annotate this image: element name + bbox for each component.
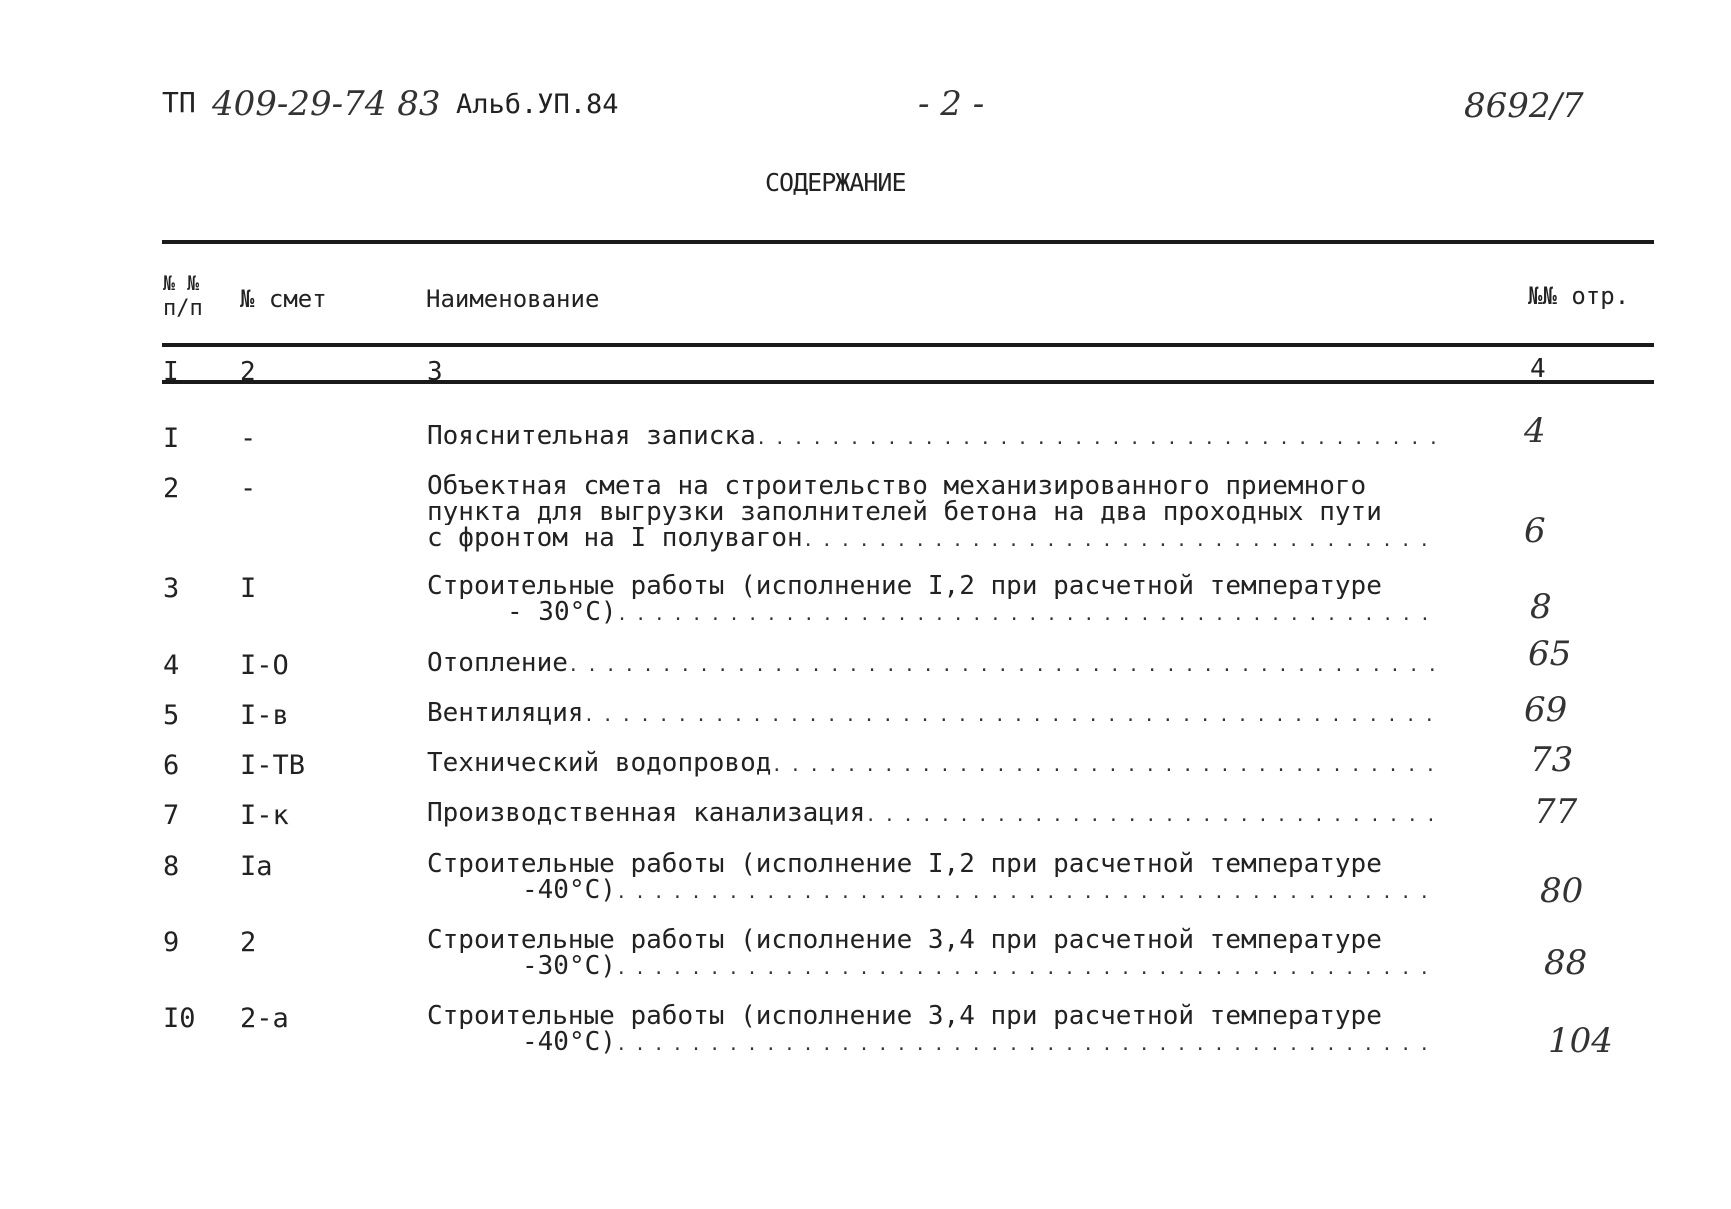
dot-leader	[584, 700, 1437, 729]
dot-leader	[617, 599, 1437, 628]
row-name-line: Объектная смета на строительство механизированного приемного	[427, 473, 1367, 499]
header-number-top: № №	[163, 271, 200, 295]
row-estimate: I-О	[240, 650, 289, 681]
row-estimate: Iа	[240, 851, 273, 882]
dot-leader	[616, 953, 1437, 982]
row-number: I	[163, 423, 180, 454]
page-title: СОДЕРЖАНИЕ	[765, 168, 906, 197]
row-name-line: Строительные работы (исполнение I,2 при расчетной температуре	[427, 573, 1382, 599]
row-number: 9	[163, 927, 180, 958]
row-estimate: I-к	[240, 800, 289, 831]
dot-leader	[616, 1029, 1437, 1058]
row-estimate: -	[240, 423, 257, 454]
row-name-line: Пояснительная записка	[427, 423, 756, 451]
header-page: №№ отр.	[1528, 282, 1630, 310]
row-page: 80	[1540, 871, 1584, 911]
row-page: 8	[1530, 587, 1552, 627]
row-name-line: - 30°С)	[507, 599, 617, 627]
row-page: 88	[1544, 943, 1588, 983]
row-name	[427, 800, 1437, 829]
row-name-line: Строительные работы (исполнение 3,4 при расчетной температуре	[427, 927, 1382, 953]
header-name: Наименование	[426, 285, 600, 313]
row-name-line: Отопление	[427, 650, 568, 678]
row-name	[427, 700, 1437, 729]
row-name-line: Вентиляция	[427, 700, 584, 728]
dot-leader	[865, 800, 1437, 829]
table-header-rule	[162, 343, 1654, 347]
page-number: - 2 -	[918, 84, 985, 124]
column-number: 2	[240, 357, 256, 387]
row-estimate: I-в	[240, 700, 289, 731]
row-name-line: -30°С)	[522, 953, 616, 981]
row-name-line: с фронтом на I полувагон	[427, 525, 803, 553]
row-name	[427, 650, 1437, 679]
row-name	[427, 573, 1437, 628]
row-estimate: -	[240, 473, 257, 504]
dot-leader	[756, 423, 1437, 452]
table-top-rule	[162, 240, 1654, 244]
row-number: 2	[163, 473, 180, 504]
dot-leader	[803, 525, 1437, 554]
row-page: 77	[1534, 792, 1578, 832]
row-name-line: Строительные работы (исполнение I,2 при расчетной температуре	[427, 851, 1382, 877]
table-column-numbers-rule	[162, 380, 1654, 384]
row-page: 4	[1524, 411, 1546, 451]
row-name	[427, 1003, 1437, 1058]
row-estimate: I	[240, 573, 257, 604]
row-number: 7	[163, 800, 180, 831]
row-name-line: пункта для выгрузки заполнителей бетона на два проходных пути	[427, 499, 1382, 525]
row-page: 104	[1548, 1021, 1613, 1061]
row-number: 3	[163, 573, 180, 604]
row-page: 73	[1530, 740, 1574, 780]
document-number: 409-29-74 83	[212, 84, 441, 124]
dot-leader	[771, 750, 1437, 779]
column-number: 3	[427, 357, 443, 387]
row-name-line: -40°С)	[522, 1029, 616, 1057]
row-number: I0	[163, 1003, 196, 1034]
row-page: 6	[1524, 511, 1546, 551]
row-name	[427, 851, 1437, 906]
row-name-line: Производственная канализация	[427, 800, 866, 828]
row-name-line: -40°С)	[522, 877, 616, 905]
row-estimate: 2	[240, 927, 257, 958]
row-name	[427, 750, 1437, 779]
column-number: 4	[1530, 354, 1546, 384]
column-number: I	[163, 357, 179, 387]
row-name	[427, 927, 1437, 982]
row-number: 4	[163, 650, 180, 681]
row-name	[427, 473, 1437, 554]
document-code-prefix: ТП	[162, 86, 196, 119]
archive-number: 8692/7	[1464, 86, 1584, 126]
header-estimate: № смет	[240, 285, 327, 313]
row-number: 8	[163, 851, 180, 882]
row-number: 6	[163, 750, 180, 781]
row-page: 65	[1528, 634, 1572, 674]
row-estimate: 2-а	[240, 1003, 289, 1034]
album-number: Альб.УП.84	[456, 89, 619, 120]
row-name-line: Строительные работы (исполнение 3,4 при расчетной температуре	[427, 1003, 1382, 1029]
row-number: 5	[163, 700, 180, 731]
row-name-line: Технический водопровод	[427, 750, 772, 778]
row-name	[427, 423, 1437, 452]
dot-leader	[616, 877, 1437, 906]
dot-leader	[568, 650, 1437, 679]
row-estimate: I-ТВ	[240, 750, 306, 781]
header-number-bottom: п/п	[163, 296, 203, 321]
row-page: 69	[1524, 690, 1568, 730]
